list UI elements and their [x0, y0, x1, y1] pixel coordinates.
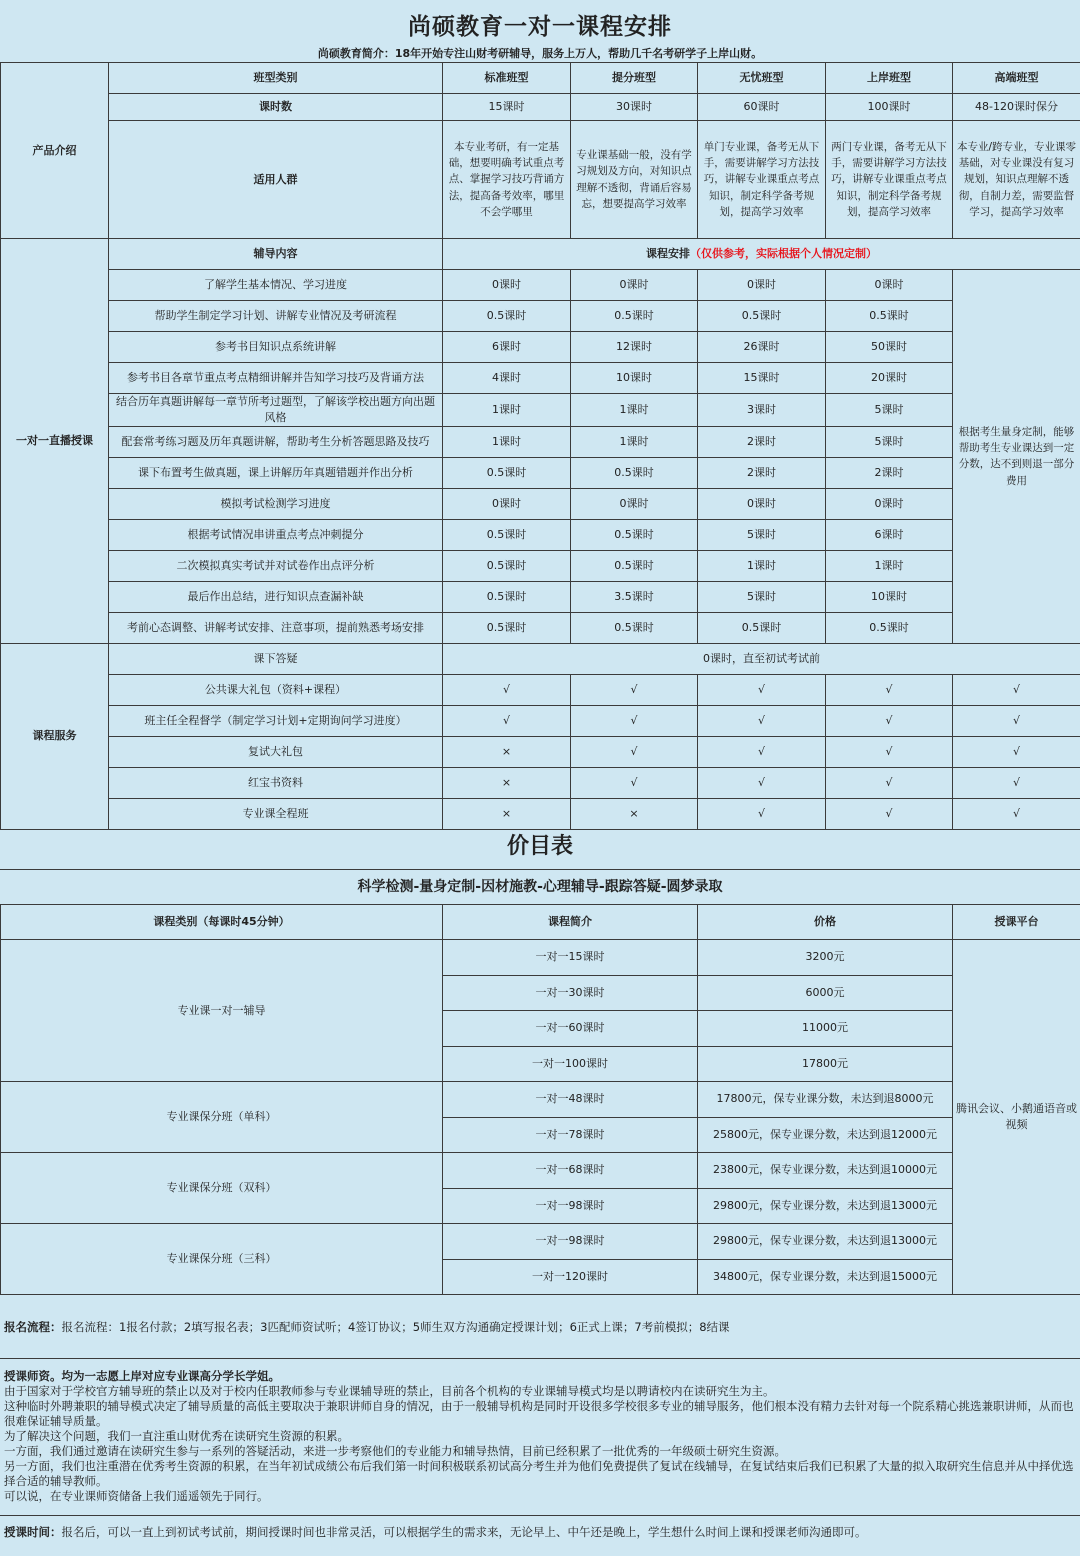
service-mark: √	[571, 674, 698, 705]
service-mark: √	[698, 705, 826, 736]
hours-label: 课时数	[109, 94, 443, 121]
price-value: 29800元，保专业课分数，未达到退13000元	[698, 1188, 953, 1224]
price-intro: 一对一100课时	[443, 1046, 698, 1082]
price-value: 6000元	[698, 975, 953, 1011]
schedule-hours: 1课时	[443, 426, 571, 457]
service-mark: √	[826, 767, 953, 798]
course-schedule-table	[0, 62, 1080, 830]
table-row	[1, 63, 1080, 94]
schedule-hours: 0课时	[443, 270, 571, 301]
schedule-hours: 0.5课时	[443, 581, 571, 612]
schedule-hours: 2课时	[826, 457, 953, 488]
service-mark: ×	[571, 798, 698, 829]
class-name: 提分班型	[571, 63, 698, 94]
schedule-label-text: 课程安排	[646, 247, 690, 261]
schedule-hours: 0.5课时	[826, 301, 953, 332]
divider	[0, 1515, 1080, 1516]
service-mark: √	[953, 736, 1080, 767]
table-row	[1, 488, 1080, 519]
schedule-hours: 0.5课时	[698, 612, 826, 643]
schedule-hours: 0课时	[698, 270, 826, 301]
schedule-hours: 0.5课时	[571, 519, 698, 550]
section-label-live: 一对一直播授课	[1, 239, 109, 644]
class-audience: 本专业考研，有一定基础，想要明确考试重点考点、掌握学习技巧背诵方法，提高备考效率，哪里不会学哪里	[443, 121, 571, 239]
table-row	[1, 674, 1080, 705]
content-item: 帮助学生制定学习计划、讲解专业情况及考研流程	[109, 301, 443, 332]
table-row	[1, 239, 1080, 270]
class-name: 无忧班型	[698, 63, 826, 94]
table-row	[1, 1153, 1080, 1189]
table-row	[1, 905, 1080, 940]
content-item: 最后作出总结，进行知识点查漏补缺	[109, 581, 443, 612]
schedule-hours: 0课时	[443, 488, 571, 519]
service-mark: √	[953, 705, 1080, 736]
table-row	[1, 519, 1080, 550]
table-row	[1, 581, 1080, 612]
table-row	[1, 940, 1080, 976]
schedule-hours: 15课时	[698, 363, 826, 394]
table-row	[1, 767, 1080, 798]
schedule-hours: 5课时	[826, 426, 953, 457]
service-mark: √	[443, 674, 571, 705]
teachers-heading: 授课师资。均为一志愿上岸对应专业课高分学长学姐。	[4, 1369, 280, 1383]
content-item: 二次模拟真实考试并对试卷作出点评分析	[109, 550, 443, 581]
table-row	[1, 270, 1080, 301]
class-audience: 单门专业课，备考无从下手，需要讲解学习方法技巧，讲解专业课重点考点知识，制定科学备考规划，提高学习效率	[698, 121, 826, 239]
teachers-line: 另一方面，我们也注重潜在优秀考生资源的积累，在当年初试成绩公布后我们第一时间积极联系初试高分考生并为他们免费提供了复试在线辅导，在复试结束后我们已积累了大量的拟入取研究生信息并从中择优选择合适的辅导教师。	[4, 1458, 1074, 1488]
audience-label: 适用人群	[109, 121, 443, 239]
price-intro: 一对一30课时	[443, 975, 698, 1011]
table-row	[1, 1224, 1080, 1260]
table-row	[1, 736, 1080, 767]
service-item: 红宝书资料	[109, 767, 443, 798]
schedule-hours: 0课时	[826, 270, 953, 301]
schedule-hours: 0课时	[826, 488, 953, 519]
process-text: 报名流程：1报名付款；2填写报名表；3匹配师资试听；4签订协议；5师生双方沟通确定授课计划；6正式上课；7考前模拟；8结课	[61, 1320, 730, 1334]
schedule-hours: 1课时	[826, 550, 953, 581]
schedule-hours: 3.5课时	[571, 581, 698, 612]
table-row	[1, 643, 1080, 674]
divider	[0, 1358, 1080, 1359]
schedule-hours: 5课时	[698, 581, 826, 612]
class-hours: 60课时	[698, 94, 826, 121]
teachers-line: 由于国家对于学校官方辅导班的禁止以及对于校内任职教师参与专业课辅导班的禁止，目前各个机构的专业课辅导模式均是以聘请校内在读研究生为主。	[4, 1383, 775, 1398]
service-item: 班主任全程督学（制定学习计划+定期询问学习进度）	[109, 705, 443, 736]
price-intro: 一对一15课时	[443, 940, 698, 976]
schedule-hours: 6课时	[826, 519, 953, 550]
class-name: 上岸班型	[826, 63, 953, 94]
page-intro: 尚硕教育简介：18年开始专注山财考研辅导，服务上万人，帮助几千名考研学子上岸山财。	[317, 47, 763, 60]
price-value: 25800元，保专业课分数，未达到退12000元	[698, 1117, 953, 1153]
table-row	[1, 705, 1080, 736]
schedule-hours: 3课时	[698, 394, 826, 427]
table-row	[1, 550, 1080, 581]
schedule-note: （仅供参考，实际根据个人情况定制）	[690, 247, 877, 261]
price-value: 3200元	[698, 940, 953, 976]
service-mark: √	[953, 674, 1080, 705]
price-slogan: 科学检测-量身定制-因材施教-心理辅导-跟踪答疑-圆梦录取	[357, 879, 723, 895]
schedule-hours: 0课时	[571, 488, 698, 519]
service-mark: √	[698, 736, 826, 767]
content-item: 了解学生基本情况、学习进度	[109, 270, 443, 301]
schedule-label	[443, 239, 1080, 270]
price-category: 专业课保分班（三科）	[1, 1224, 443, 1295]
qa-label: 课下答疑	[109, 643, 443, 674]
schedule-hours: 0.5课时	[443, 301, 571, 332]
price-intro: 一对一98课时	[443, 1188, 698, 1224]
schedule-hours: 0.5课时	[571, 457, 698, 488]
schedule-hours: 0.5课时	[698, 301, 826, 332]
schedule-hours: 1课时	[571, 426, 698, 457]
price-header: 价格	[698, 905, 953, 940]
service-mark: √	[953, 798, 1080, 829]
price-intro: 一对一98课时	[443, 1224, 698, 1260]
schedule-hours: 0.5课时	[443, 612, 571, 643]
time-section	[4, 1525, 1074, 1540]
schedule-hours: 1课时	[698, 550, 826, 581]
content-item: 结合历年真题讲解每一章节所考过题型，了解该学校出题方向出题风格	[109, 394, 443, 427]
service-mark: √	[571, 767, 698, 798]
service-mark: √	[698, 674, 826, 705]
price-header: 课程简介	[443, 905, 698, 940]
schedule-hours: 10课时	[826, 581, 953, 612]
price-value: 17800元，保专业课分数，未达到退8000元	[698, 1082, 953, 1118]
schedule-hours: 20课时	[826, 363, 953, 394]
price-category: 专业课保分班（单科）	[1, 1082, 443, 1153]
platform: 腾讯会议、小鹅通语音或视频	[953, 940, 1080, 1295]
service-mark: ×	[443, 736, 571, 767]
schedule-hours: 0.5课时	[826, 612, 953, 643]
price-value: 34800元，保专业课分数，未达到退15000元	[698, 1259, 953, 1295]
table-row	[1, 332, 1080, 363]
price-category: 专业课一对一辅导	[1, 940, 443, 1082]
price-intro: 一对一68课时	[443, 1153, 698, 1189]
schedule-hours: 4课时	[443, 363, 571, 394]
schedule-hours: 0.5课时	[443, 519, 571, 550]
table-row	[1, 363, 1080, 394]
service-item: 专业课全程班	[109, 798, 443, 829]
schedule-hours: 5课时	[826, 394, 953, 427]
table-row	[1, 121, 1080, 239]
class-hours: 100课时	[826, 94, 953, 121]
content-label: 辅导内容	[109, 239, 443, 270]
content-item: 课下布置考生做真题，课上讲解历年真题错题并作出分析	[109, 457, 443, 488]
teachers-section	[4, 1369, 1074, 1503]
content-item: 参考书目各章节重点考点精细讲解并告知学习技巧及背诵方法	[109, 363, 443, 394]
custom-note: 根据考生量身定制，能够帮助考生专业课达到一定分数，达不到则退一部分费用	[953, 270, 1080, 644]
price-category: 专业课保分班（双科）	[1, 1153, 443, 1224]
service-item: 公共课大礼包（资料+课程）	[109, 674, 443, 705]
price-table	[0, 904, 1080, 1295]
table-row	[1, 457, 1080, 488]
section-label-product: 产品介绍	[1, 63, 109, 239]
page-title: 尚硕教育一对一课程安排	[408, 14, 672, 40]
schedule-hours: 10课时	[571, 363, 698, 394]
price-value: 23800元，保专业课分数，未达到退10000元	[698, 1153, 953, 1189]
service-item: 复试大礼包	[109, 736, 443, 767]
schedule-hours: 50课时	[826, 332, 953, 363]
service-mark: √	[826, 736, 953, 767]
time-text: 报名后，可以一直上到初试考试前，期间授课时间也非常灵活，可以根据学生的需求来，无论早上、中午还是晚上，学生想什么时间上课和授课老师沟通即可。	[61, 1525, 867, 1539]
price-header: 授课平台	[953, 905, 1080, 940]
content-item: 根据考试情况串讲重点考点冲刺提分	[109, 519, 443, 550]
service-mark: √	[571, 705, 698, 736]
service-mark: ×	[443, 798, 571, 829]
service-mark: ×	[443, 767, 571, 798]
price-intro: 一对一120课时	[443, 1259, 698, 1295]
price-intro: 一对一60课时	[443, 1011, 698, 1047]
price-value: 11000元	[698, 1011, 953, 1047]
class-name: 标准班型	[443, 63, 571, 94]
schedule-hours: 12课时	[571, 332, 698, 363]
schedule-hours: 5课时	[698, 519, 826, 550]
class-hours: 48-120课时保分	[953, 94, 1080, 121]
schedule-hours: 0.5课时	[571, 612, 698, 643]
section-label-service: 课程服务	[1, 643, 109, 829]
price-value: 29800元，保专业课分数，未达到退13000元	[698, 1224, 953, 1260]
price-value: 17800元	[698, 1046, 953, 1082]
teachers-line: 可以说，在专业课师资储备上我们遥遥领先于同行。	[4, 1488, 269, 1503]
service-mark: √	[826, 674, 953, 705]
teachers-line: 一方面，我们通过邀请在读研究生参与一系列的答疑活动，来进一步考察他们的专业能力和辅导热情，目前已经积累了一批优秀的一年级硕士研究生资源。	[4, 1443, 786, 1458]
schedule-hours: 0.5课时	[571, 301, 698, 332]
service-mark: √	[953, 767, 1080, 798]
schedule-hours: 0.5课时	[571, 550, 698, 581]
class-hours: 15课时	[443, 94, 571, 121]
class-name: 高端班型	[953, 63, 1080, 94]
content-item: 配套常考练习题及历年真题讲解，帮助考生分析答题思路及技巧	[109, 426, 443, 457]
class-hours: 30课时	[571, 94, 698, 121]
content-item: 考前心态调整、讲解考试安排、注意事项，提前熟悉考场安排	[109, 612, 443, 643]
schedule-hours: 1课时	[571, 394, 698, 427]
schedule-hours: 2课时	[698, 426, 826, 457]
schedule-hours: 0.5课时	[443, 457, 571, 488]
class-audience: 本专业/跨专业，专业课零基础，对专业课没有复习规划，知识点理解不透彻，自制力差，需要监督学习，提高学习效率	[953, 121, 1080, 239]
process-label: 报名流程：	[4, 1320, 62, 1334]
process-section	[4, 1320, 1074, 1335]
class-audience: 两门专业课，备考无从下手，需要讲解学习方法技巧，讲解专业课重点考点知识，制定科学备考规划，提高学习效率	[826, 121, 953, 239]
schedule-hours: 1课时	[443, 394, 571, 427]
schedule-hours: 0课时	[698, 488, 826, 519]
table-row	[1, 612, 1080, 643]
service-mark: √	[698, 798, 826, 829]
content-item: 模拟考试检测学习进度	[109, 488, 443, 519]
price-intro: 一对一78课时	[443, 1117, 698, 1153]
table-row	[1, 1082, 1080, 1118]
page-header	[0, 0, 1080, 61]
schedule-hours: 0.5课时	[443, 550, 571, 581]
service-mark: √	[443, 705, 571, 736]
class-type-label: 班型类别	[109, 63, 443, 94]
schedule-hours: 0课时	[571, 270, 698, 301]
qa-value: 0课时，直至初试考试前	[443, 643, 1080, 674]
price-header: 课程类别（每课时45分钟）	[1, 905, 443, 940]
table-row	[1, 301, 1080, 332]
content-item: 参考书目知识点系统讲解	[109, 332, 443, 363]
table-row	[1, 94, 1080, 121]
price-title: 价目表	[506, 834, 573, 859]
service-mark: √	[826, 798, 953, 829]
class-audience: 专业课基础一般，没有学习规划及方向，对知识点理解不透彻，背诵后容易忘，想要提高学习效率	[571, 121, 698, 239]
table-row	[1, 426, 1080, 457]
schedule-hours: 6课时	[443, 332, 571, 363]
teachers-line: 这种临时外聘兼职的辅导模式决定了辅导质量的高低主要取决于兼职讲师自身的情况，由于一般辅导机构是同时开设很多学校很多专业的辅导服务，他们根本没有精力去针对每一个院系精心挑选兼职讲师，从而也很难保证辅导质量。	[4, 1398, 1074, 1428]
service-mark: √	[826, 705, 953, 736]
service-mark: √	[571, 736, 698, 767]
table-row	[1, 394, 1080, 427]
price-intro: 一对一48课时	[443, 1082, 698, 1118]
service-mark: √	[698, 767, 826, 798]
teachers-line: 为了解决这个问题，我们一直注重山财优秀在读研究生资源的积累。	[4, 1428, 349, 1443]
schedule-hours: 26课时	[698, 332, 826, 363]
schedule-hours: 2课时	[698, 457, 826, 488]
time-label: 授课时间：	[4, 1525, 62, 1539]
